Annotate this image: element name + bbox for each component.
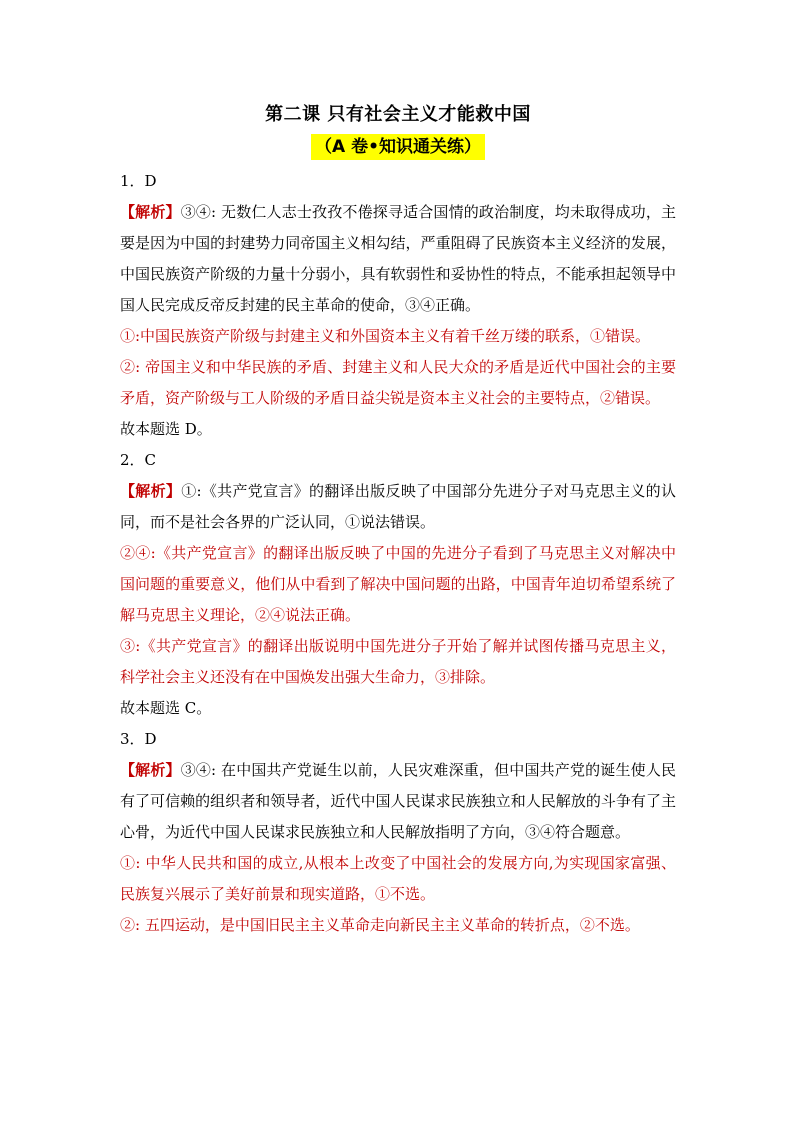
question-2-p3: ③:《共产党宣言》的翻译出版说明中国先进分子开始了解并试图传播马克思主义，科学社会主义还没有在中国焕发出强大生命力，③排除。 [120,637,676,686]
question-3 [120,724,676,941]
document-page [120,100,676,941]
question-1-p3: ②: 帝国主义和中华民族的矛盾、封建主义和人民大众的矛盾是近代中国社会的主要矛盾，资产阶级与工人阶级的矛盾日益尖锐是资本主义社会的主要特点，②错误。 [120,358,676,407]
question-1-analysis [120,197,676,321]
analysis-tag: 【解析】 [120,203,181,221]
question-3-p1: ③④: 在中国共产党诞生以前，人民灾难深重，但中国共产党的诞生使人民有了可信赖的组织者和领导者，近代中国人民谋求民族独立和人民解放的斗争有了主心骨，为近代中国人民谋求民族独立和人民解放指明了方向，③④符合题意。 [120,761,676,841]
question-2-answer: 2．C [120,451,157,469]
question-3-p3: ②: 五四运动，是中国旧民主主义革命走向新民主主义革命的转折点，②不选。 [120,916,640,934]
question-1-conclusion: 故本题选 D。 [120,420,212,438]
question-3-answer: 3．D [120,730,157,748]
question-1-p2: ①:中国民族资产阶级与封建主义和外国资本主义有着千丝万缕的联系，①错误。 [120,327,651,345]
question-3-analysis [120,755,676,848]
page-subtitle: （A 卷•知识通关练） [311,134,485,160]
question-2-p1: ①:《共产党宣言》的翻译出版反映了中国部分先进分子对马克思主义的认同，而不是社会各界的广泛认同，①说法错误。 [120,482,676,531]
page-title: 第二课 只有社会主义才能救中国 [265,104,531,125]
question-3-p2: ①: 中华人民共和国的成立,从根本上改变了中国社会的发展方向,为实现国家富强、民族复兴展示了美好前景和现实道路，①不选。 [120,854,676,903]
question-2-p2: ②④:《共产党宣言》的翻译出版反映了中国的先进分子看到了马克思主义对解决中国问题的重要意义，他们从中看到了解决中国问题的出路，中国青年迫切希望系统了解马克思主义理论，②④说法正确。 [120,544,676,624]
question-1-p1: ③④: 无数仁人志士孜孜不倦探寻适合国情的政治制度，均未取得成功，主要是因为中国的封建势力同帝国主义相勾结，严重阻碍了民族资本主义经济的发展，中国民族资产阶级的力量十分弱小，具有软弱性和妥协性的特点，不能承担起领导中国人民完成反帝反封建的民主革命的使命，③④正确。 [120,203,676,314]
question-2-conclusion: 故本题选 C。 [120,699,212,717]
question-2-analysis [120,476,676,538]
subtitle-wrap [120,134,676,160]
analysis-tag: 【解析】 [120,761,181,779]
question-1-answer: 1．D [120,172,157,190]
analysis-tag: 【解析】 [120,482,182,500]
question-1 [120,166,676,445]
question-2 [120,445,676,724]
